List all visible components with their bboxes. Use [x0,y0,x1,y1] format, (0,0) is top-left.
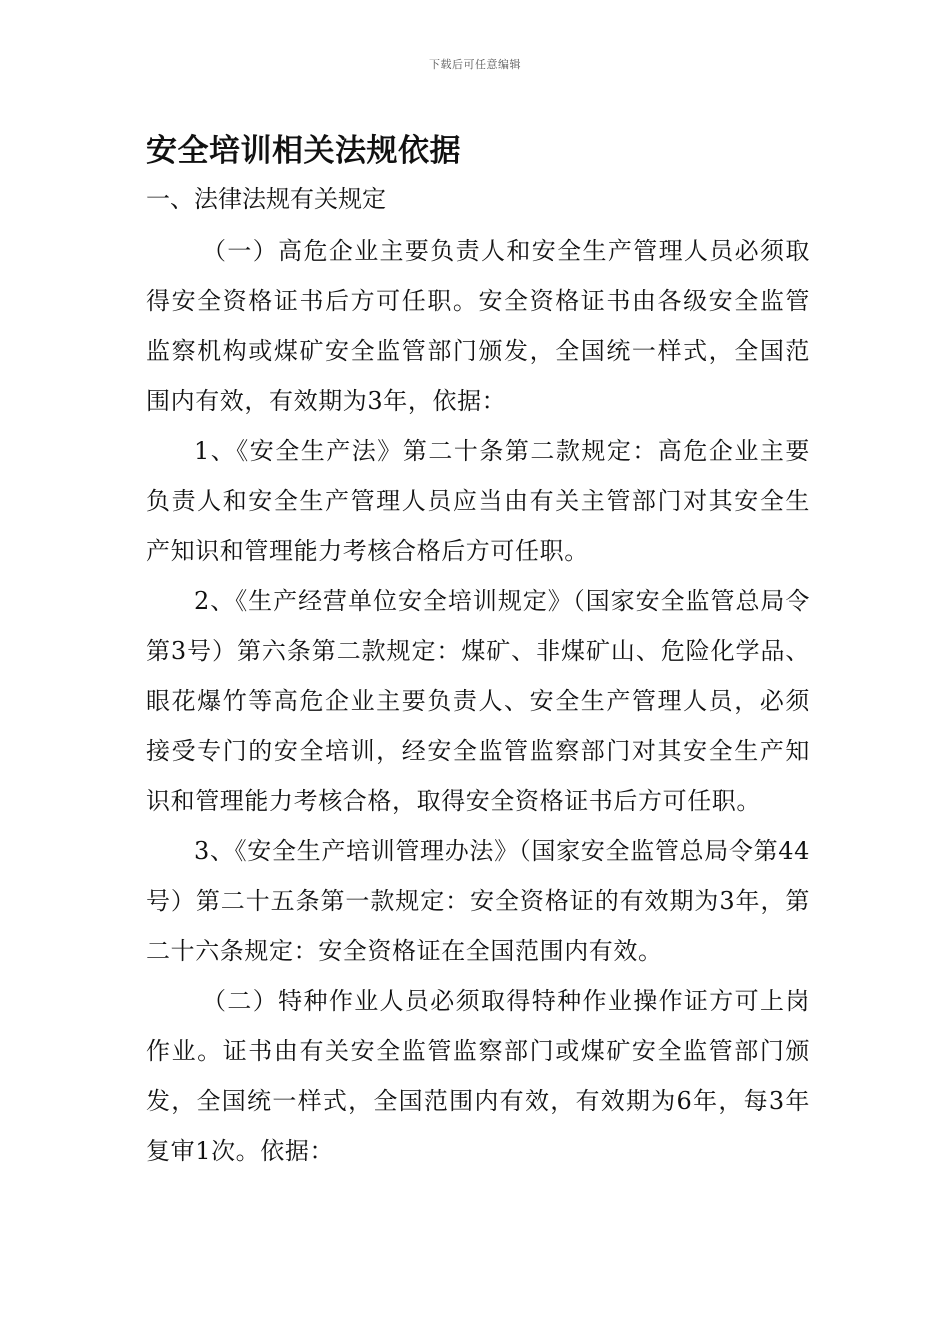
section-heading: 一、法律法规有关规定 [146,185,386,213]
paragraph-5: （二）特种作业人员必须取得特种作业操作证方可上岗作业。证书由有关安全监管监察部门或煤矿安全监管部门颁发，全国统一样式，全国范围内有效，有效期为6年，每3年复审1次。依据： [146,987,810,1165]
paragraph-1: （一）高危企业主要负责人和安全生产管理人员必须取得安全资格证书后方可任职。安全资格证书由各级安全监管监察机构或煤矿安全监管部门颁发，全国统一样式，全国范围内有效，有效期为3年，依据： [146,237,810,415]
paragraph-2: 1、《安全生产法》第二十条第二款规定：高危企业主要负责人和安全生产管理人员应当由有关主管部门对其安全生产知识和管理能力考核合格后方可任职。 [146,437,810,565]
document-body [146,128,810,1176]
paragraph-3: 2、《生产经营单位安全培训规定》（国家安全监管总局令第3号）第六条第二款规定：煤矿、非煤矿山、危险化学品、眼花爆竹等高危企业主要负责人、安全生产管理人员，必须接受专门的安全培训，经安全监管监察部门对其安全生产知识和管理能力考核合格，取得安全资格证书后方可任职。 [146,587,810,815]
paragraph-4: 3、《安全生产培训管理办法》（国家安全监管总局令第44号）第二十五条第一款规定：安全资格证的有效期为3年，第二十六条规定：安全资格证在全国范围内有效。 [146,837,810,965]
page-header-note: 下载后可任意编辑 [429,58,521,71]
document-title: 安全培训相关法规依据 [146,133,461,169]
